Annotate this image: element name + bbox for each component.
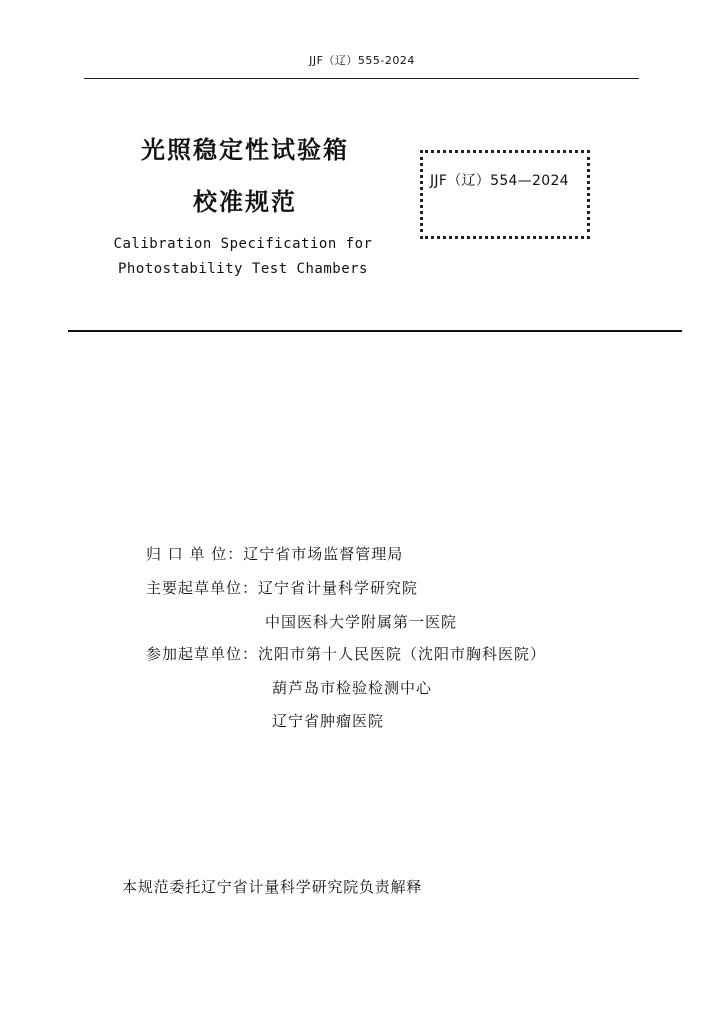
org-responsible-unit: 归 口 单 位：辽宁省市场监督管理局: [146, 545, 404, 563]
org-main-drafting-unit: 主要起草单位：辽宁省计量科学研究院: [146, 579, 419, 597]
title-english-line2: Photostability Test Chambers: [117, 261, 368, 277]
org-participating-unit-2: 葫芦岛市检验检测中心: [272, 679, 433, 697]
main-divider: [68, 330, 682, 332]
header-divider: [84, 78, 639, 79]
interpretation-note: 本规范委托辽宁省计量科学研究院负责解释: [122, 878, 423, 896]
title-chinese-line1: 光照稳定性试验箱: [141, 136, 349, 164]
spec-code-box: [420, 150, 590, 239]
header-document-code: JJF（辽）555-2024: [309, 54, 415, 67]
org-main-drafting-unit-2: 中国医科大学附属第一医院: [265, 613, 458, 631]
org-participating-unit: 参加起草单位：沈阳市第十人民医院（沈阳市胸科医院）: [146, 645, 547, 663]
title-chinese-line2: 校准规范: [193, 188, 297, 216]
org-participating-unit-3: 辽宁省肿瘤医院: [272, 712, 385, 730]
spec-code: JJF（辽）554—2024: [430, 173, 569, 189]
title-english-line1: Calibration Specification for: [113, 236, 373, 252]
